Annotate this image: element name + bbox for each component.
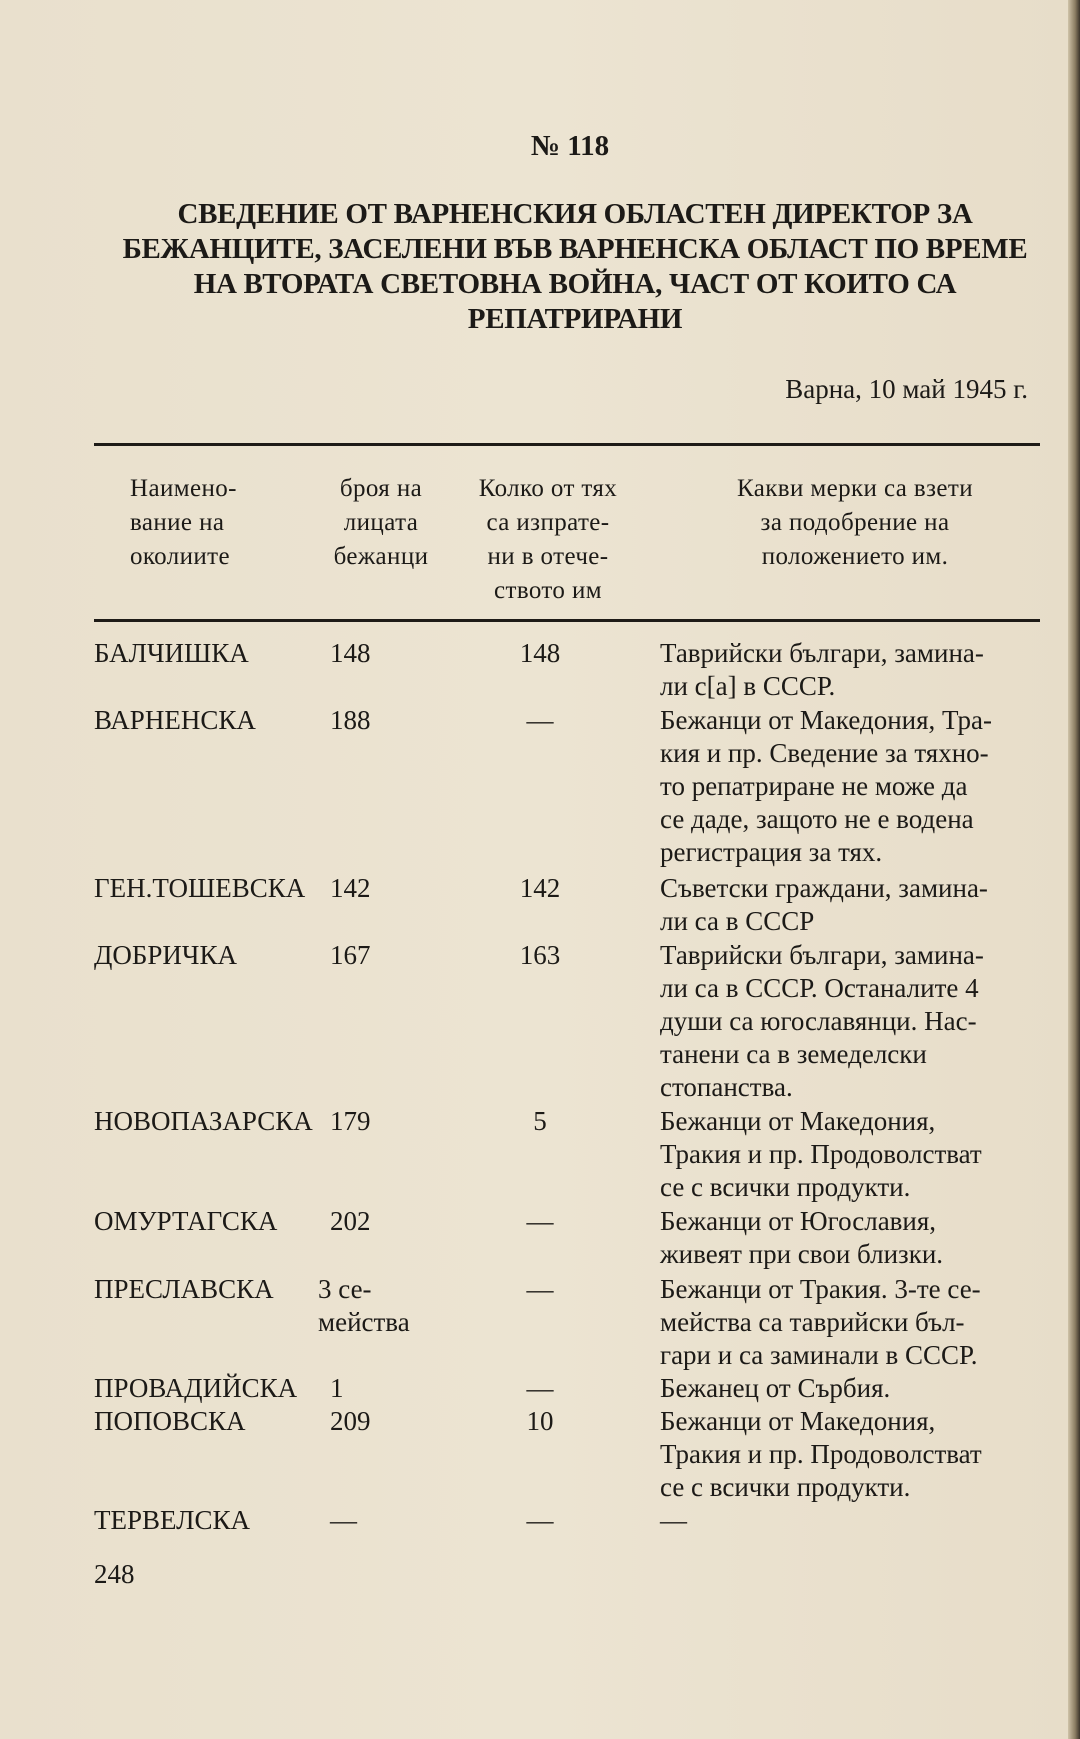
measures-text: Бежанец от Сърбия. [660,1373,891,1403]
refugee-count: 142 [330,873,371,903]
refugee-count: — [330,1505,357,1535]
refugee-count: 209 [330,1406,371,1436]
sent-count: 10 [526,1406,554,1436]
sent-count: 148 [519,638,561,668]
sent-count: 5 [533,1106,547,1136]
district-name: ТЕРВЕЛСКА [94,1505,250,1535]
measures-text: Бежанци от Тракия. 3-те се- мейства са таврийски бъл- гари и са заминали в СССР. [660,1274,981,1370]
sent-count: — [526,1206,554,1236]
sent-count: — [526,1505,554,1535]
district-name: ПОПОВСКА [94,1406,246,1436]
district-name: ВАРНЕНСКА [94,705,256,735]
measures-text: Бежанци от Македония, Тра- кия и пр. Сведение за тяхно- то репатриране не може да се даде, защото не е водена регистрация за тях. [660,705,992,867]
district-name: ГЕН.ТОШЕВСКА [94,873,306,903]
refugee-count: 3 се- мейства [318,1274,410,1337]
district-name: БАЛЧИШКА [94,638,249,668]
measures-text: Таврийски българи, замина- ли с[а] в СССР. [660,638,984,701]
sent-count: 163 [519,940,561,970]
measures-text: Таврийски българи, замина- ли са в СССР. Останалите 4 души са югославянци. Нас- танени са в земеделски стопанства. [660,940,984,1102]
district-name: ОМУРТАГСКА [94,1206,278,1236]
header-sent: Колко от тях са изпрате- ни в отече- ството им [478,475,618,604]
district-name: НОВОПАЗАРСКА [94,1106,313,1136]
dateline: Варна, 10 май 1945 г. [785,374,1028,404]
measures-text: Бежанци от Македония, Тракия и пр. Продоволстват се с всички продукти. [660,1406,982,1502]
header-count: броя на лицата бежанци [333,475,429,570]
header-measures: Какви мерки са взети за подобрение на положението им. [736,475,974,570]
refugee-count: 202 [330,1206,371,1236]
table-top-rule [94,443,1040,446]
sent-count: — [526,1274,554,1304]
page-number: 248 [94,1559,135,1589]
district-name: ПРЕСЛАВСКА [94,1274,274,1304]
sent-count: — [526,705,554,735]
refugee-count: 188 [330,705,371,735]
refugee-count: 1 [330,1373,344,1403]
measures-text: Бежанци от Югославия, живеят при свои близки. [660,1206,944,1269]
district-name: ПРОВАДИЙСКА [94,1373,298,1403]
refugee-count: 148 [330,638,371,668]
measures-text: Бежанци от Македония, Тракия и пр. Продоволстват се с всички продукти. [660,1106,982,1202]
measures-text: — [660,1505,687,1535]
document-title: СВЕДЕНИЕ ОТ ВАРНЕНСКИЯ ОБЛАСТЕН ДИРЕКТОР ЗА БЕЖАНЦИТЕ, ЗАСЕЛЕНИ ВЪВ ВАРНЕНСКА ОБЛАСТ ПО ВРЕМЕ НА ВТОРАТА СВЕТОВНА ВОЙНА, ЧАСТ ОТ КОИТО СА РЕПАТРИРАНИ [122,198,1028,335]
sent-count: 142 [519,873,561,903]
sent-count: — [526,1373,554,1403]
measures-text: Съветски граждани, замина- ли са в СССР [660,873,988,936]
refugee-count: 179 [330,1106,371,1136]
table-header-rule [94,619,1040,622]
district-name: ДОБРИЧКА [94,940,237,970]
header-district: Наимено- вание на околиите [130,475,237,570]
page-edge-shadow [1068,0,1080,1739]
refugee-count: 167 [330,940,371,970]
document-number: № 118 [530,130,610,162]
